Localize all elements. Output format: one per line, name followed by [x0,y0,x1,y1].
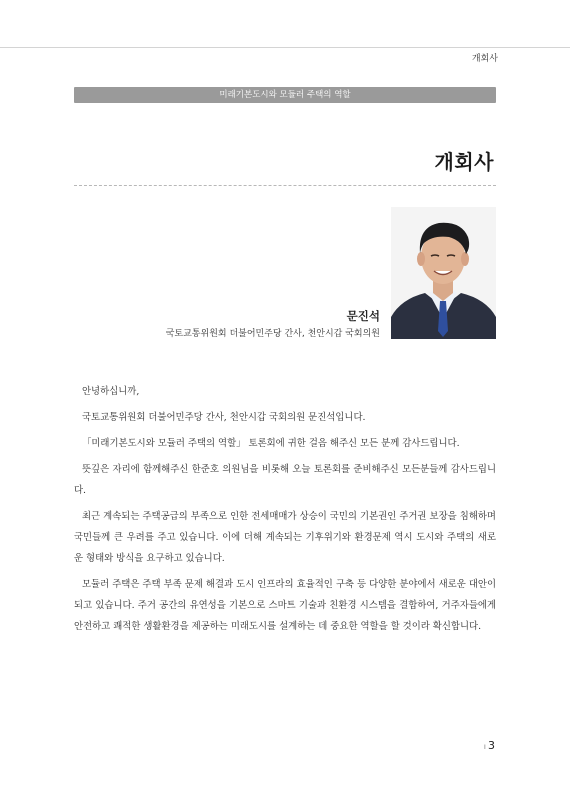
document-banner: 미래기본도시와 모듈러 주택의 역할 [74,87,496,103]
title-divider [74,185,496,186]
page-number-block [484,739,495,752]
section-title: 개회사 [434,150,494,174]
body-paragraph: 「미래기본도시와 모듈러 주택의 역할」 토론회에 귀한 걸음 해주신 모든 분께 감사드립니다. [82,438,460,449]
portrait-image [391,207,496,339]
body-paragraph: 모듈러 주택은 주택 부족 문제 해결과 도시 인프라의 효율적인 구축 등 다양한 분야에서 새로운 대안이 되고 있습니다. 주거 공간의 유연성을 기본으로 스마트 기술과 친환경 시스템을 결합하여, 거주자들에게 안전하고 쾌적한 생활환경을 제공하는 미래도시를 설계하는 데 중요한 역할을 할 것이라 확신합니다. [74,579,496,632]
speaker-title: 국토교통위원회 더불어민주당 간사, 천안시갑 국회의원 [165,329,380,339]
address-body [74,381,496,642]
page-number: 3 [488,739,495,752]
running-head: 개회사 [471,54,498,64]
page-number-marker: ı [483,742,486,751]
body-paragraph: 국토교통위원회 더불어민주당 간사, 천안시갑 국회의원 문진석입니다. [82,412,366,423]
body-paragraph: 안녕하십니까, [82,386,140,397]
speaker-name: 문진석 [346,309,380,323]
header-rule [0,47,570,48]
body-paragraph: 최근 계속되는 주택공급의 부족으로 인한 전세매매가 상승이 국민의 기본권인 주거권 보장을 침해하며 국민들께 큰 우려를 주고 있습니다. 이에 더해 계속되는 기후위기와 환경문제 역시 도시와 주택의 새로운 형태와 방식을 요구하고 있습니다. [74,511,496,564]
body-paragraph: 뜻깊은 자리에 함께해주신 한준호 의원님을 비롯해 오늘 토론회를 준비해주신 모든분들께 감사드립니다. [74,464,496,496]
speaker-portrait [391,207,496,339]
